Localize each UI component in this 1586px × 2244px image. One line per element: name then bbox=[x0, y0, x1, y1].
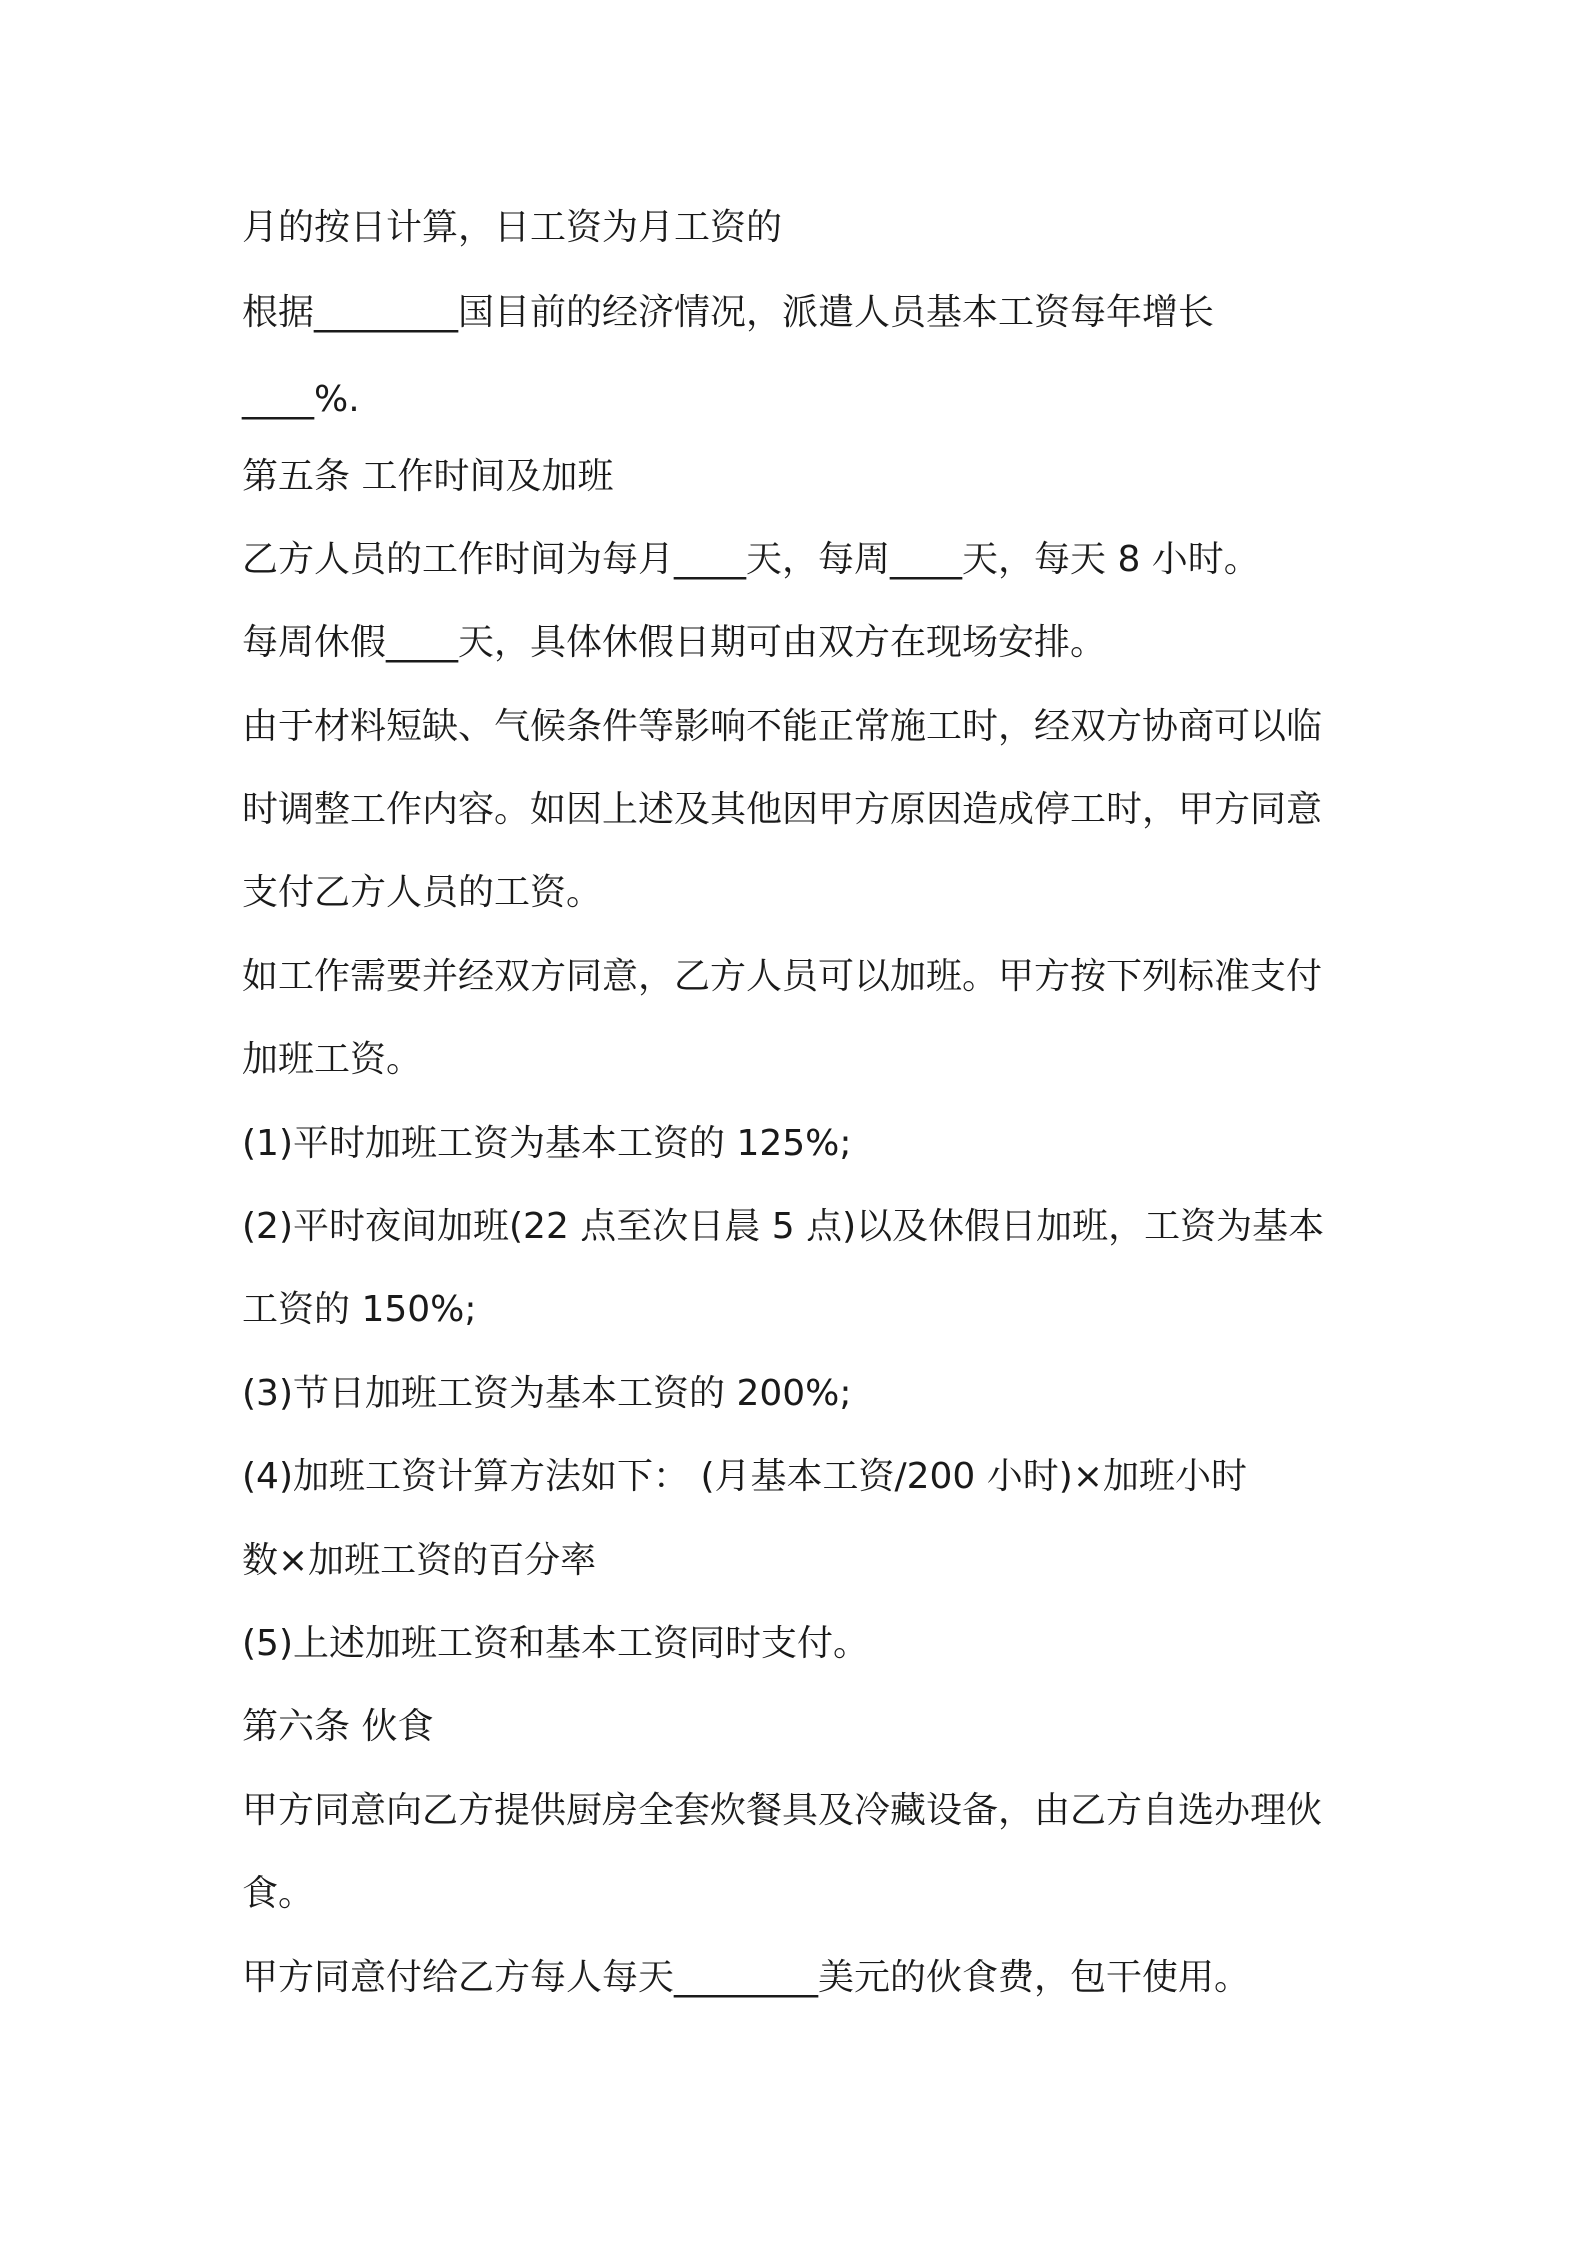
section-heading-6: 第六条 伙食 bbox=[242, 1706, 434, 1747]
text-line-11: 加班工资。 bbox=[242, 1039, 423, 1080]
text-line-22: 甲方同意付给乙方每人每天________美元的伙食费，包干使用。 bbox=[242, 1957, 1251, 1998]
text-line-18: (5)上述加班工资和基本工资同时支付。 bbox=[242, 1623, 869, 1664]
section-heading-5: 第五条 工作时间及加班 bbox=[242, 456, 614, 497]
text-line-2: 根据________国目前的经济情况，派遣人员基本工资每年增长 bbox=[242, 292, 1215, 333]
text-line-9: 支付乙方人员的工资。 bbox=[242, 872, 603, 913]
text-line-12: (1)平时加班工资为基本工资的 125%; bbox=[242, 1123, 852, 1164]
text-line-13: (2)平时夜间加班(22 点至次日晨 5 点)以及休假日加班，工资为基本 bbox=[242, 1206, 1325, 1247]
text-line-6: 每周休假____天，具体休假日期可由双方在现场安排。 bbox=[242, 622, 1107, 663]
text-line-17: 数×加班工资的百分率 bbox=[242, 1540, 597, 1581]
text-line-5: 乙方人员的工作时间为每月____天，每周____天，每天 8 小时。 bbox=[242, 539, 1260, 580]
text-line-8: 时调整工作内容。如因上述及其他因甲方原因造成停工时，甲方同意 bbox=[242, 789, 1323, 830]
text-line-16: (4)加班工资计算方法如下： (月基本工资/200 小时)×加班小时 bbox=[242, 1456, 1247, 1497]
text-line-21: 食。 bbox=[242, 1873, 315, 1914]
text-line-15: (3)节日加班工资为基本工资的 200%; bbox=[242, 1373, 852, 1414]
text-line-3: ____%. bbox=[242, 379, 360, 420]
text-line-10: 如工作需要并经双方同意，乙方人员可以加班。甲方按下列标准支付 bbox=[242, 956, 1323, 997]
text-line-20: 甲方同意向乙方提供厨房全套炊餐具及冷藏设备，由乙方自选办理伙 bbox=[242, 1790, 1323, 1831]
text-line-14: 工资的 150%; bbox=[242, 1289, 477, 1330]
text-line-7: 由于材料短缺、气候条件等影响不能正常施工时，经双方协商可以临 bbox=[242, 706, 1323, 747]
text-line-1: 月的按日计算，日工资为月工资的 bbox=[242, 207, 783, 248]
